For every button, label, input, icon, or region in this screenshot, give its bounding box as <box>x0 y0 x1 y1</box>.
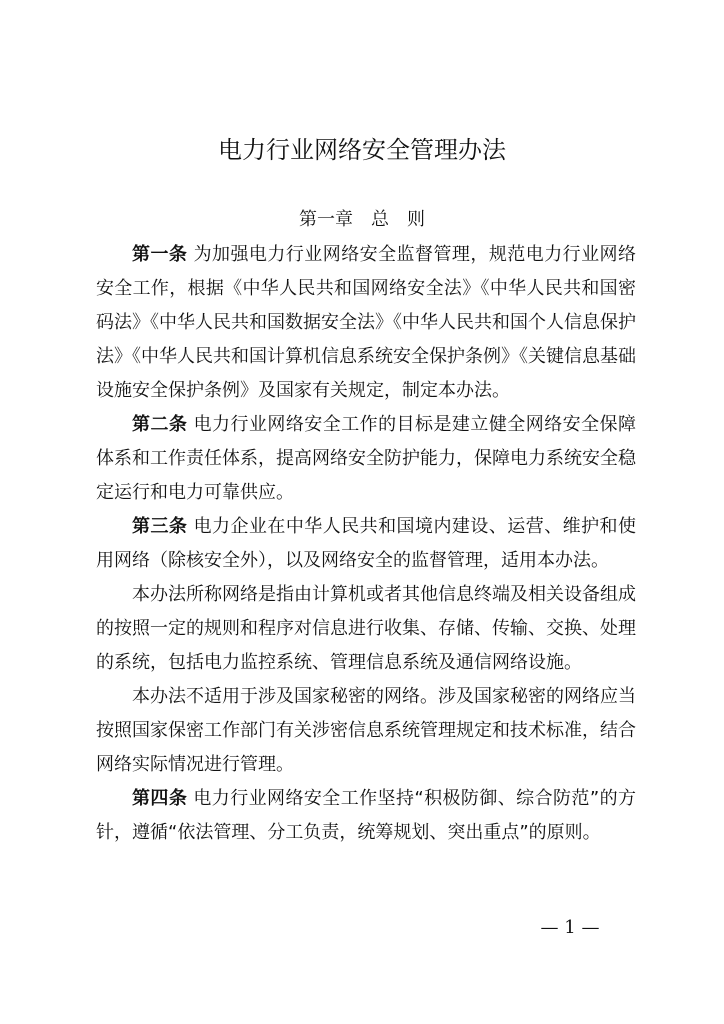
article-1-paragraph <box>96 238 636 408</box>
article-4-number: 第四条 <box>132 788 188 809</box>
document-title: 电力行业网络安全管理办法 <box>218 136 506 164</box>
article-4-paragraph <box>96 782 636 850</box>
article-3-number: 第三条 <box>132 516 188 537</box>
article-3-text: 电力企业在中华人民共和国境内建设、运营、维护和使用网络（除核安全外），以及网络安全的监督管理，适用本办法。 <box>96 516 637 571</box>
article-3-paragraph <box>96 510 636 578</box>
article-4-text: 电力行业网络安全工作坚持“积极防御、综合防范”的方针，遵循“依法管理、分工负责，统筹规划、突出重点”的原则。 <box>96 788 636 843</box>
scope-exclusion-text: 本办法不适用于涉及国家秘密的网络。涉及国家秘密的网络应当按照国家保密工作部门有关涉密信息系统管理规定和技术标准，结合网络实际情况进行管理。 <box>96 686 636 775</box>
document-body <box>96 238 636 850</box>
network-definition-paragraph <box>96 578 636 680</box>
chapter-heading: 第一章 总 则 <box>299 209 425 230</box>
article-2-text: 电力行业网络安全工作的目标是建立健全网络安全保障体系和工作责任体系，提高网络安全防护能力，保障电力系统安全稳定运行和电力可靠供应。 <box>96 414 637 503</box>
article-2-paragraph <box>96 408 636 510</box>
article-1-number: 第一条 <box>132 244 188 265</box>
article-1-text: 为加强电力行业网络安全监督管理，规范电力行业网络安全工作，根据《中华人民共和国网络安全法》《中华人民共和国密码法》《中华人民共和国数据安全法》《中华人民共和国个人信息保护法》《中华人民共和国计算机信息系统安全保护条例》《关键信息基础设施安全保护条例》及国家有关规定，制定本办法。 <box>96 244 637 401</box>
network-definition-text: 本办法所称网络是指由计算机或者其他信息终端及相关设备组成的按照一定的规则和程序对信息进行收集、存储、传输、交换、处理的系统，包括电力监控系统、管理信息系统及通信网络设施。 <box>96 584 636 673</box>
article-2-number: 第二条 <box>132 414 188 435</box>
scope-exclusion-paragraph <box>96 680 636 782</box>
page-number: — 1 — <box>540 917 600 938</box>
